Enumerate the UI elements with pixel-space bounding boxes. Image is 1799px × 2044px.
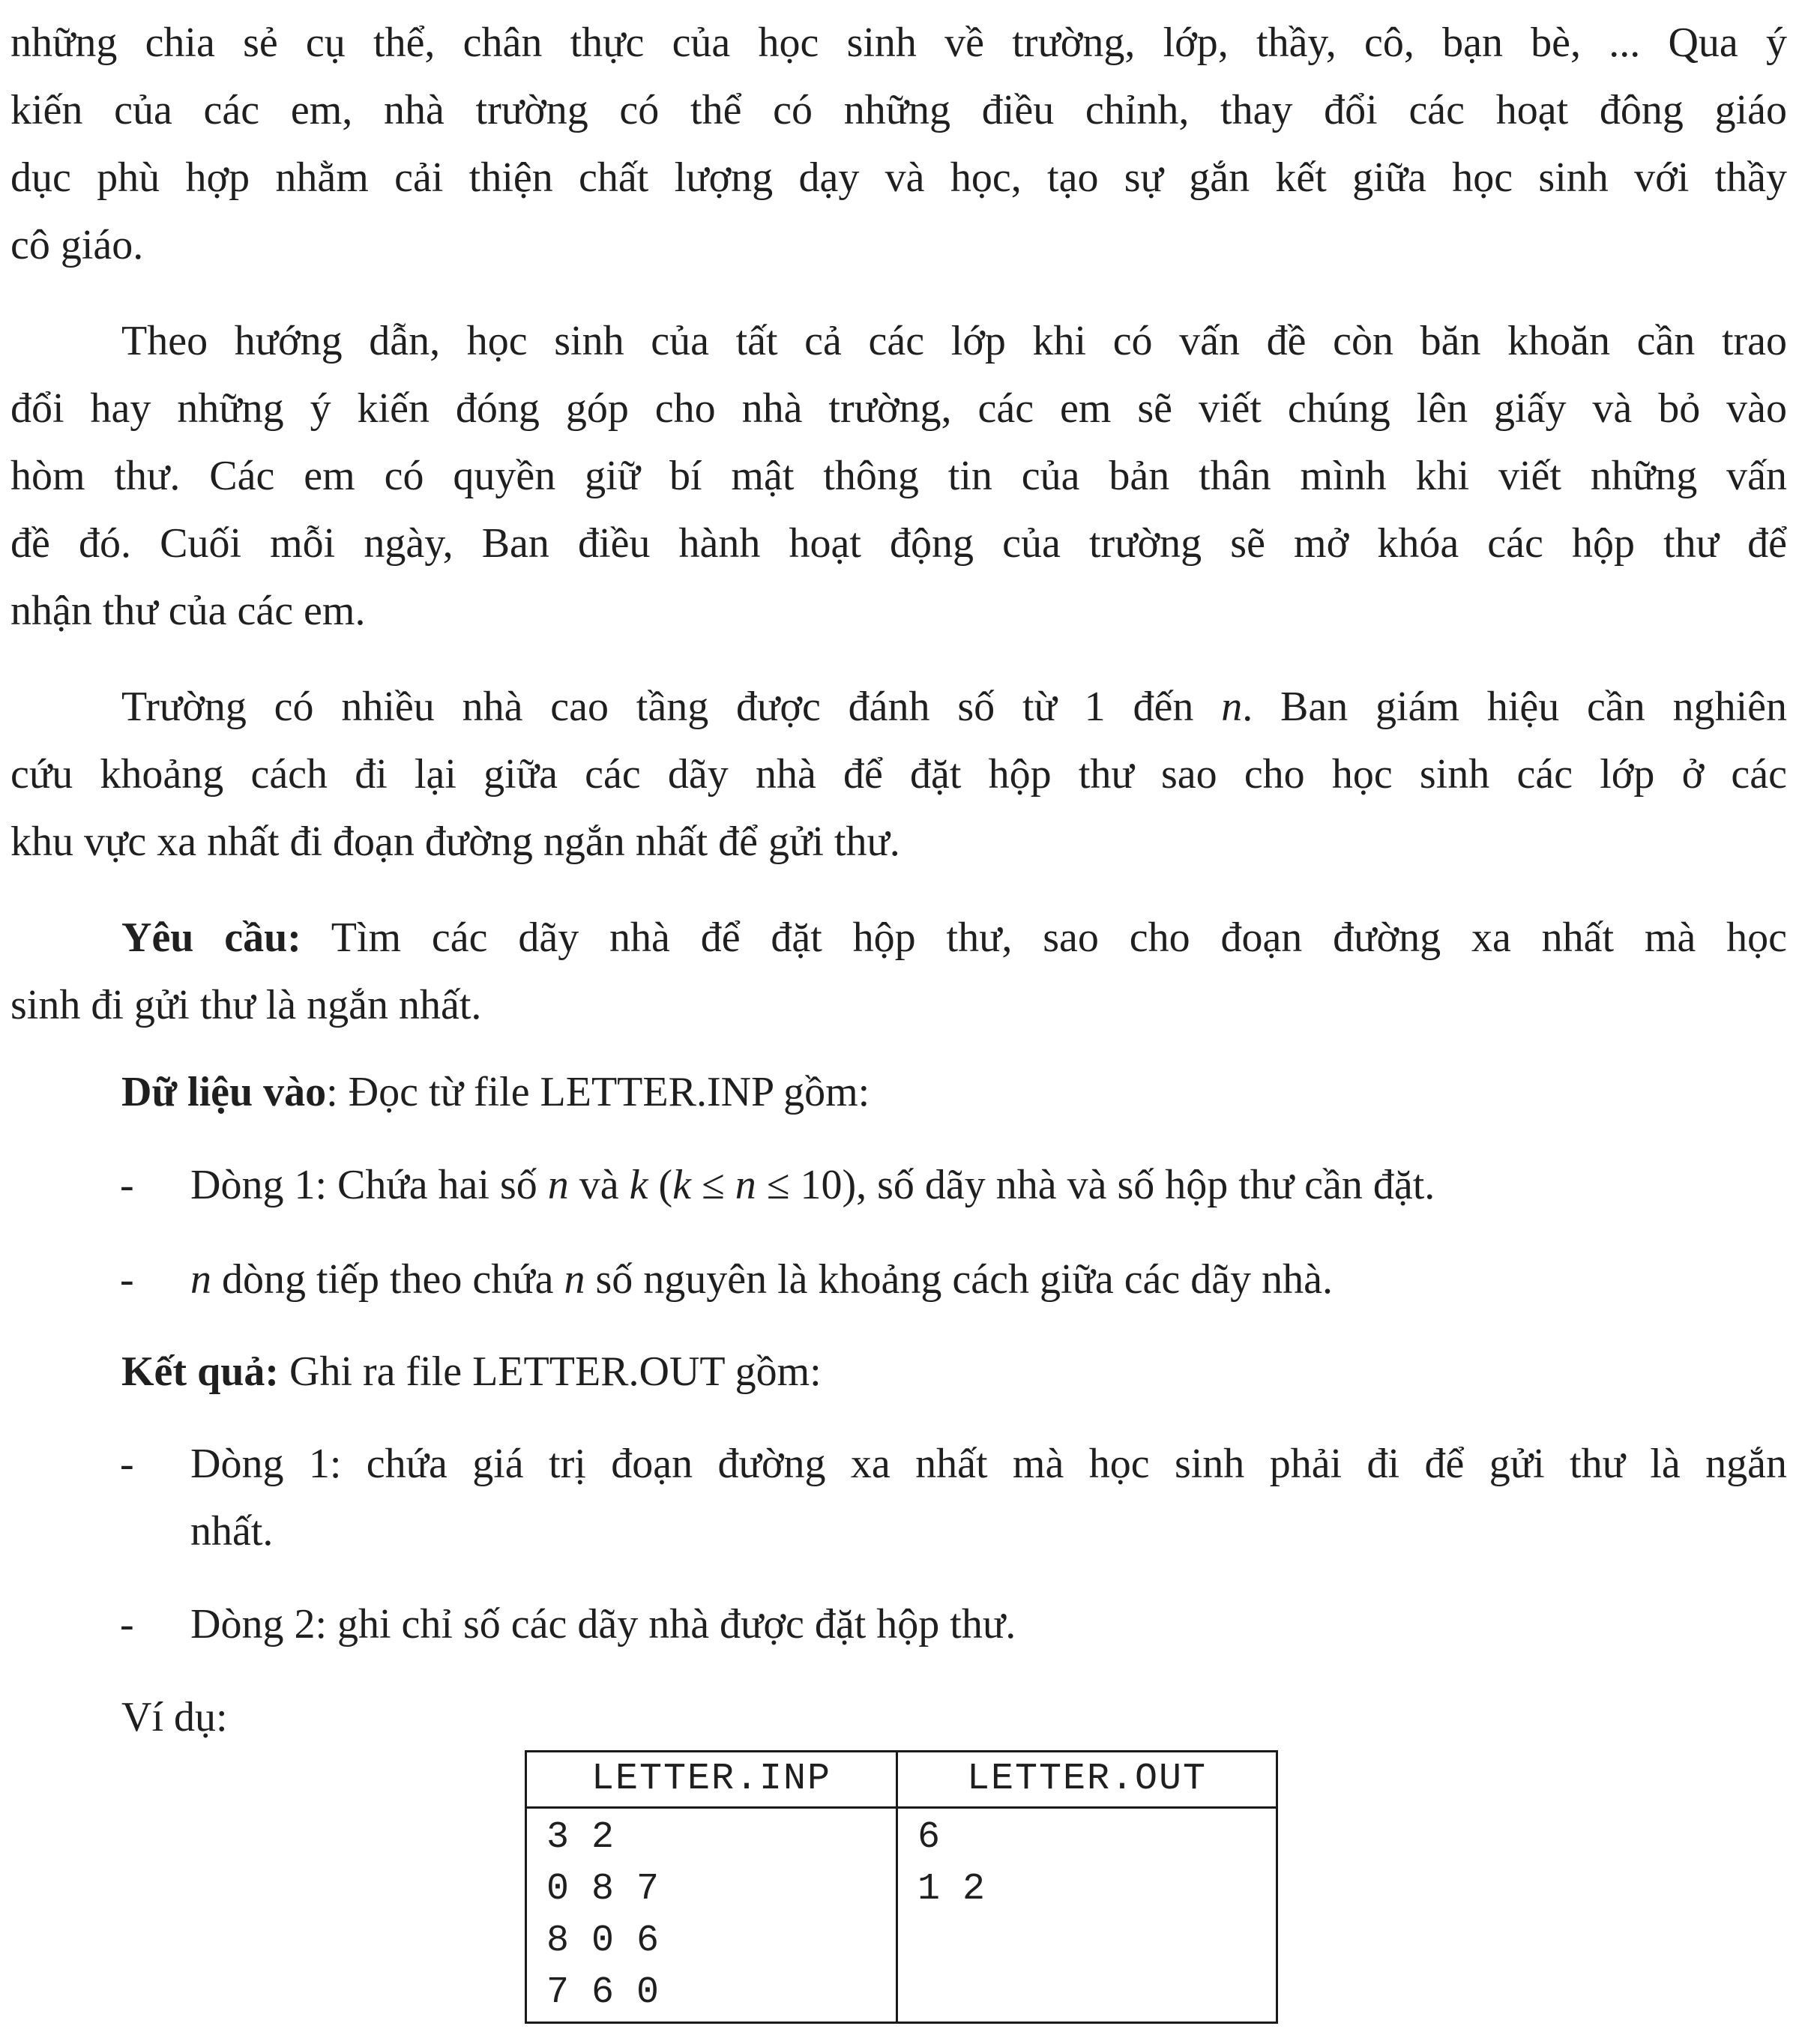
paragraph-line: Theo hướng dẫn, học sinh của tất cả các lớp khi có vấn đề còn băn khoăn cần trao	[121, 318, 1787, 364]
text-run: và	[568, 1162, 630, 1208]
paragraph-line: đề đó. Cuối mỗi ngày, Ban điều hành hoạt động của trường sẽ mở khóa các hộp thư để	[10, 520, 1787, 567]
paragraph-line: kiến của các em, nhà trường có thể có những điều chỉnh, thay đổi các hoạt đông giáo	[10, 87, 1787, 133]
input-item	[190, 1151, 1787, 1219]
text-run: . Ban giám hiệu cần nghiên	[1242, 684, 1788, 730]
text-run: ≤ 10), số dãy nhà và số hộp thư cần đặt.	[756, 1162, 1435, 1208]
input-heading	[121, 1058, 1787, 1126]
example-table	[525, 1750, 1278, 2024]
variable: k	[672, 1162, 691, 1208]
output-heading	[121, 1338, 1787, 1405]
output-sample-cell	[897, 1808, 1277, 2023]
input-label: Dữ liệu vào	[121, 1069, 327, 1115]
paragraph-line: hòm thư. Các em có quyền giữ bí mật thông tin của bản thân mình khi viết những vấn	[10, 453, 1787, 499]
variable: n	[564, 1256, 585, 1303]
bullet-dash: -	[120, 1256, 134, 1303]
text-run: Dòng 1: Chứa hai số	[190, 1162, 548, 1208]
paragraph-line: khu vực xa nhất đi đoạn đường ngắn nhất để gửi thư.	[10, 818, 900, 865]
paragraph-line: dục phù hợp nhằm cải thiện chất lượng dạy và học, tạo sự gắn kết giữa học sinh với thầy	[10, 154, 1787, 201]
bullet-dash: -	[120, 1162, 134, 1208]
table-header-input: LETTER.INP	[526, 1752, 897, 1808]
requirement-line	[121, 904, 1787, 971]
paragraph-line: những chia sẻ cụ thể, chân thực của học sinh về trường, lớp, thầy, cô, bạn bè, ... Qua ý	[10, 19, 1787, 66]
output-sample-line: 1 2	[917, 1868, 986, 1911]
text-run: : Đọc từ file LETTER.INP gồm:	[326, 1069, 870, 1115]
input-sample-line: 0 8 7	[546, 1868, 660, 1911]
text-run: (	[648, 1162, 673, 1208]
requirement-label: Yêu cầu:	[121, 914, 301, 961]
paragraph-line: cô giáo.	[10, 222, 144, 268]
output-item: Dòng 2: ghi chỉ số các dãy nhà được đặt hộp thư.	[190, 1601, 1016, 1647]
variable: n	[190, 1256, 211, 1303]
bullet-dash: -	[120, 1601, 134, 1647]
paragraph-line: đổi hay những ý kiến đóng góp cho nhà trường, các em sẽ viết chúng lên giấy và bỏ vào	[10, 385, 1787, 432]
table-header-row	[526, 1752, 1277, 1808]
output-item: Dòng 1: chứa giá trị đoạn đường xa nhất mà học sinh phải đi để gửi thư là ngắn	[190, 1441, 1787, 1487]
variable: k	[629, 1162, 648, 1208]
output-sample-line: 6	[917, 1816, 941, 1859]
variable: n	[1221, 684, 1243, 730]
text-run: Trường có nhiều nhà cao tầng được đánh số từ 1 đến	[121, 684, 1222, 730]
paragraph-line: cứu khoảng cách đi lại giữa các dãy nhà để đặt hộp thư sao cho học sinh các lớp ở các	[10, 751, 1787, 798]
text-run: ≤	[691, 1162, 735, 1208]
example-label: Ví dụ:	[121, 1694, 228, 1740]
text-run: số nguyên là khoảng cách giữa các dãy nhà.	[585, 1256, 1333, 1303]
variable: n	[547, 1162, 569, 1208]
variable: n	[735, 1162, 756, 1208]
input-item	[190, 1246, 1787, 1313]
paragraph-line	[121, 673, 1787, 741]
input-sample-line: 3 2	[546, 1816, 615, 1859]
output-item: nhất.	[190, 1508, 274, 1555]
input-sample-cell	[526, 1808, 897, 2023]
table-header-output: LETTER.OUT	[897, 1752, 1277, 1808]
input-sample-line: 7 6 0	[546, 1971, 660, 2014]
bullet-dash: -	[120, 1441, 134, 1487]
text-run: dòng tiếp theo chứa	[211, 1256, 564, 1303]
text-run: Ghi ra file LETTER.OUT gồm:	[279, 1348, 822, 1395]
table-row	[526, 1808, 1277, 2023]
requirement-line: sinh đi gửi thư là ngắn nhất.	[10, 982, 482, 1028]
input-sample-line: 8 0 6	[546, 1920, 660, 1962]
output-label: Kết quả:	[121, 1348, 279, 1395]
paragraph-line: nhận thư của các em.	[10, 588, 366, 634]
text-run: Tìm các dãy nhà để đặt hộp thư, sao cho đoạn đường xa nhất mà học	[301, 914, 1787, 961]
